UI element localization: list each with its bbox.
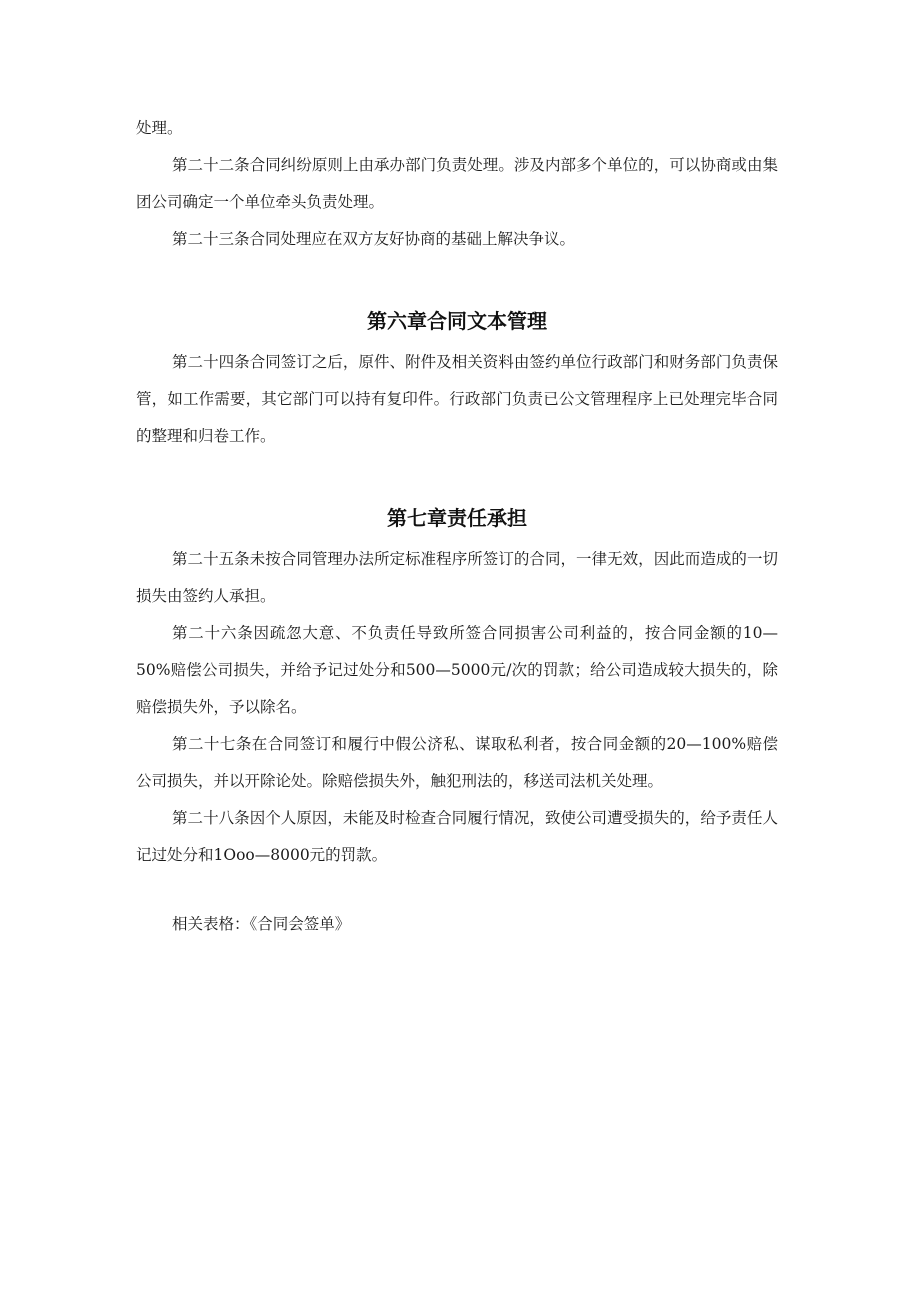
article-22: 第二十二条合同纠纷原则上由承办部门负责处理。涉及内部多个单位的，可以协商或由集团公司确定一个单位牵头负责处理。 [136, 156, 778, 211]
article-25: 第二十五条未按合同管理办法所定标准程序所签订的合同，一律无效，因此而造成的一切损失由签约人承担。 [136, 550, 778, 605]
chapter-6-title: 第六章合同文本管理 [367, 309, 547, 333]
article-23: 第二十三条合同处理应在双方友好协商的基础上解决争议。 [172, 230, 576, 248]
paragraph-continuation: 处理。 [136, 119, 183, 137]
related-forms: 相关表格：《合同会签单》 [172, 915, 351, 933]
article-24: 第二十四条合同签订之后，原件、附件及相关资料由签约单位行政部门和财务部门负责保管，如工作需要，其它部门可以持有复印件。行政部门负责已公文管理程序上已处理完毕合同的整理和归卷工作。 [136, 353, 778, 445]
article-28: 第二十八条因个人原因，未能及时检查合同履行情况，致使公司遭受损失的，给予责任人记过处分和1Ooo—8000元的罚款。 [136, 809, 778, 864]
article-27: 第二十七条在合同签订和履行中假公济私、谋取私利者，按合同金额的20—100%赔偿公司损失，并以开除论处。除赔偿损失外，触犯刑法的，移送司法机关处理。 [136, 735, 778, 790]
chapter-7-title: 第七章责任承担 [387, 506, 527, 530]
article-26: 第二十六条因疏忽大意、不负责任导致所签合同损害公司利益的，按合同金额的10—50%赔偿公司损失，并给予记过处分和500—5000元/次的罚款；给公司造成较大损失的，除赔偿损失外，予以除名。 [136, 624, 778, 716]
